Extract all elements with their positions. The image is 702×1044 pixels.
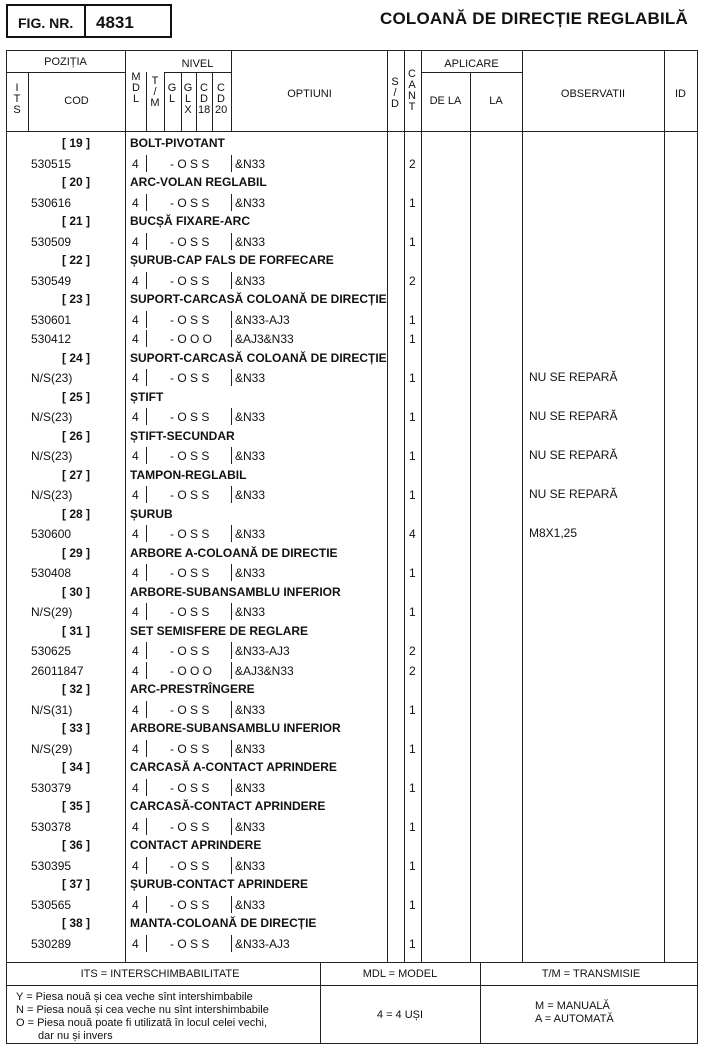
part-name: ȘTIFT-SECUNDAR [130, 428, 235, 443]
model-value: 4 [132, 605, 139, 619]
part-code: 530549 [31, 273, 72, 288]
level-values: - O S S [170, 702, 210, 717]
cell-tick [231, 447, 232, 464]
cell-tick [231, 603, 232, 620]
part-code: 530379 [31, 780, 72, 795]
quantity: 1 [409, 936, 416, 951]
header-gl: G [167, 82, 177, 94]
part-code: 530515 [31, 156, 72, 171]
header-dela: DE LA [429, 95, 462, 107]
model-value: 4 [132, 936, 139, 951]
model-value: 4 [132, 741, 139, 756]
level-values: - O O O [170, 663, 212, 678]
legend-its: ITS = INTERSCHIMBABILITATE [80, 968, 240, 980]
part-code: 530600 [31, 527, 72, 541]
quantity: 2 [409, 273, 416, 288]
cell-tick [146, 818, 147, 835]
level-values: - O S S [170, 936, 210, 951]
part-name: ARBORE-SUBANSAMBLU INFERIOR [130, 721, 341, 735]
cell-tick [146, 408, 147, 425]
model-value: 4 [132, 156, 139, 171]
part-name: ȘTIFT [130, 389, 164, 404]
legend-col-divider [320, 962, 321, 1043]
model-value: 4 [132, 312, 139, 327]
part-name: ARBORE-SUBANSAMBLU INFERIOR [130, 584, 341, 599]
model-value: 4 [132, 566, 139, 580]
cell-tick [231, 233, 232, 250]
cell-tick [146, 272, 147, 289]
quantity: 2 [409, 156, 416, 171]
header-tm: T [151, 75, 159, 87]
option-code: &N33 [235, 527, 266, 541]
option-code: &N33 [235, 195, 266, 210]
level-values: - O O O [170, 332, 212, 346]
header-tm: M [150, 97, 160, 109]
figure-label: FIG. NR. [18, 15, 74, 31]
body-bottom-border [6, 962, 697, 963]
header-cant: A [408, 79, 416, 91]
position-number: [ 35 ] [62, 799, 91, 813]
level-values: - O S S [170, 234, 210, 249]
level-values: - O S S [170, 273, 210, 288]
quantity: 1 [409, 488, 416, 502]
model-value: 4 [132, 663, 139, 678]
header-optiuni: OPTIUNI [287, 88, 332, 100]
position-number: [ 20 ] [62, 175, 91, 189]
cell-tick [231, 857, 232, 874]
level-values: - O S S [170, 780, 210, 795]
position-number: [ 26 ] [62, 428, 91, 443]
legend-o: O = Piesa nouă poate fi utilizată în locul celei vechi, [16, 1017, 268, 1029]
part-code: 530395 [31, 858, 72, 873]
cell-tick [231, 779, 232, 796]
model-value: 4 [132, 488, 139, 502]
option-code: &N33 [235, 273, 266, 288]
level-values: - O S S [170, 527, 210, 541]
observation: M8X1,25 [529, 526, 578, 540]
model-value: 4 [132, 410, 139, 424]
quantity: 1 [409, 449, 416, 463]
table-top-border [6, 50, 697, 51]
cell-tick [146, 740, 147, 757]
header-la: LA [489, 95, 503, 107]
quantity: 4 [409, 527, 416, 541]
cell-tick [146, 330, 147, 347]
legend-automatic: A = AUTOMATĂ [535, 1013, 614, 1025]
option-code: &N33 [235, 858, 266, 873]
position-number: [ 37 ] [62, 877, 91, 891]
header-sd: D [391, 98, 399, 110]
level-values: - O S S [170, 897, 210, 912]
cell-tick [231, 486, 232, 503]
header-id: ID [675, 88, 686, 100]
figure-number: 4831 [96, 13, 134, 32]
option-code: &N33 [235, 449, 266, 463]
level-values: - O S S [170, 644, 210, 658]
header-its: I [15, 82, 19, 94]
position-number: [ 33 ] [62, 721, 91, 735]
cell-tick [146, 155, 147, 172]
level-values: - O S S [170, 156, 210, 171]
header-cant: N [408, 90, 416, 102]
col-rule [125, 50, 126, 962]
header-glx: L [184, 93, 192, 105]
header-cod: COD [64, 95, 89, 107]
cell-tick [231, 369, 232, 386]
option-code: &N33 [235, 605, 266, 619]
part-code: 530601 [31, 312, 72, 327]
legend-mdl: MDL = MODEL [362, 968, 438, 980]
part-code: N/S(31) [31, 702, 73, 717]
option-code: &N33 [235, 702, 266, 717]
part-code: N/S(23) [31, 371, 73, 385]
model-value: 4 [132, 819, 139, 834]
model-value: 4 [132, 527, 139, 541]
part-name: ȘURUB-CAP FALS DE FORFECARE [130, 253, 334, 267]
level-values: - O S S [170, 410, 210, 424]
header-cant: C [408, 68, 416, 80]
cell-tick [231, 818, 232, 835]
quantity: 1 [409, 371, 416, 385]
header-mdl: L [132, 93, 140, 105]
level-values: - O S S [170, 566, 210, 580]
quantity: 1 [409, 741, 416, 756]
cell-tick [231, 194, 232, 211]
header-cd20: 20 [215, 104, 228, 116]
quantity: 1 [409, 566, 416, 580]
header-cd18: 18 [198, 104, 211, 116]
part-code: 530616 [31, 195, 72, 210]
observation: NU SE REPARĂ [529, 370, 618, 384]
part-code: 530625 [31, 644, 72, 658]
part-name: CONTACT APRINDERE [130, 838, 262, 852]
table-right-border [697, 50, 698, 1043]
quantity: 1 [409, 332, 416, 346]
position-number: [ 28 ] [62, 506, 91, 521]
option-code: &N33 [235, 566, 266, 580]
part-code: N/S(29) [31, 605, 73, 619]
legend-o-cont: dar nu și invers [38, 1030, 113, 1042]
header-nivel: NIVEL [181, 58, 214, 70]
quantity: 1 [409, 780, 416, 795]
col-rule [164, 72, 165, 131]
option-code: &AJ3&N33 [235, 663, 294, 678]
quantity: 1 [409, 819, 416, 834]
position-number: [ 30 ] [62, 584, 91, 599]
part-code: 530378 [31, 819, 72, 834]
cell-tick [146, 486, 147, 503]
position-number: [ 22 ] [62, 253, 91, 267]
part-code: 530408 [31, 566, 72, 580]
col-rule [421, 50, 422, 962]
header-mdl: D [132, 82, 140, 94]
position-number: [ 23 ] [62, 292, 91, 306]
quantity: 1 [409, 897, 416, 912]
header-tm: / [153, 86, 157, 98]
quantity: 1 [409, 312, 416, 327]
legend-y: Y = Piesa nouă și cea veche sînt intershimbabile [16, 991, 253, 1003]
option-code: &N33 [235, 234, 266, 249]
model-value: 4 [132, 195, 139, 210]
cell-tick [231, 896, 232, 913]
header-rule [421, 72, 522, 73]
header-cd18: C [200, 82, 208, 94]
part-code: 530509 [31, 234, 72, 249]
part-name: TAMPON-REGLABIL [130, 467, 247, 482]
part-code: 530412 [31, 332, 72, 346]
part-name: BOLT-PIVOTANT [130, 136, 225, 150]
position-number: [ 31 ] [62, 623, 91, 638]
level-values: - O S S [170, 488, 210, 502]
part-name: BUCȘĂ FIXARE-ARC [130, 214, 250, 228]
header-gl: L [168, 93, 176, 105]
position-number: [ 38 ] [62, 916, 91, 930]
part-name: ARC-PRESTRÎNGERE [130, 682, 255, 696]
cell-tick [231, 564, 232, 581]
col-rule [470, 72, 471, 962]
part-name: SUPORT-CARCASĂ COLOANĂ DE DIRECȚIE [130, 350, 387, 365]
level-values: - O S S [170, 449, 210, 463]
cell-tick [146, 525, 147, 542]
cell-tick [231, 701, 232, 718]
col-rule [664, 50, 665, 962]
legend-divider [6, 985, 697, 986]
col-rule [196, 72, 197, 131]
legend-col-divider [480, 962, 481, 1043]
position-number: [ 32 ] [62, 682, 91, 696]
cell-tick [146, 779, 147, 796]
cell-tick [231, 642, 232, 659]
legend-manual: M = MANUALĂ [535, 1000, 610, 1012]
header-cd18: D [200, 93, 208, 105]
cell-tick [146, 896, 147, 913]
header-glx: G [183, 82, 193, 94]
position-number: [ 36 ] [62, 838, 91, 852]
part-name: CARCASĂ A-CONTACT APRINDERE [130, 760, 337, 774]
option-code: &N33 [235, 780, 266, 795]
cell-tick [146, 935, 147, 952]
part-code: N/S(29) [31, 741, 73, 756]
part-name: CARCASĂ-CONTACT APRINDERE [130, 799, 326, 813]
quantity: 2 [409, 644, 416, 658]
part-name: SET SEMISFERE DE REGLARE [130, 623, 309, 638]
cell-tick [146, 857, 147, 874]
level-values: - O S S [170, 819, 210, 834]
level-values: - O S S [170, 312, 210, 327]
header-cant: T [408, 101, 416, 113]
part-name: ARC-VOLAN REGLABIL [130, 175, 267, 189]
position-number: [ 25 ] [62, 389, 91, 404]
quantity: 1 [409, 605, 416, 619]
quantity: 2 [409, 663, 416, 678]
cell-tick [146, 662, 147, 679]
quantity: 1 [409, 858, 416, 873]
option-code: &N33 [235, 741, 266, 756]
quantity: 1 [409, 234, 416, 249]
cell-tick [231, 662, 232, 679]
observation: NU SE REPARĂ [529, 487, 618, 501]
model-value: 4 [132, 780, 139, 795]
position-number: [ 21 ] [62, 214, 91, 228]
option-code: &N33 [235, 897, 266, 912]
cell-tick [146, 447, 147, 464]
quantity: 1 [409, 702, 416, 717]
col-rule [212, 72, 213, 131]
model-value: 4 [132, 897, 139, 912]
legend-tm: T/M = TRANSMISIE [541, 968, 641, 980]
header-sd: / [393, 87, 397, 99]
option-code: &N33 [235, 488, 266, 502]
cell-tick [146, 369, 147, 386]
level-values: - O S S [170, 741, 210, 756]
option-code: &N33 [235, 819, 266, 834]
option-code: &AJ3&N33 [235, 332, 294, 346]
header-pozitia: POZIȚIA [44, 56, 87, 68]
legend-n: N = Piesa nouă și cea veche nu sînt intershimbabile [16, 1004, 269, 1016]
part-name: ȘURUB-CONTACT APRINDERE [130, 877, 308, 891]
cell-tick [146, 603, 147, 620]
header-sd: S [391, 76, 399, 88]
level-values: - O S S [170, 371, 210, 385]
cell-tick [146, 564, 147, 581]
header-cd20: D [217, 93, 225, 105]
part-name: ARBORE A-COLOANĂ DE DIRECTIE [130, 545, 338, 560]
part-name: MANTA-COLOANĂ DE DIRECȚIE [130, 916, 317, 930]
part-code: N/S(23) [31, 488, 73, 502]
header-observatii: OBSERVATII [560, 88, 626, 100]
part-code: 530565 [31, 897, 72, 912]
observation: NU SE REPARĂ [529, 409, 618, 423]
cell-tick [146, 194, 147, 211]
part-code: N/S(23) [31, 410, 73, 424]
option-code: &N33 [235, 410, 266, 424]
header-bottom-border [6, 131, 697, 132]
cell-tick [231, 272, 232, 289]
position-number: [ 29 ] [62, 545, 91, 560]
position-number: [ 24 ] [62, 350, 91, 365]
option-code: &N33-AJ3 [235, 312, 290, 327]
level-values: - O S S [170, 195, 210, 210]
cell-tick [231, 525, 232, 542]
cell-tick [231, 740, 232, 757]
header-aplicare: APLICARE [444, 58, 499, 70]
position-number: [ 34 ] [62, 760, 91, 774]
position-number: [ 19 ] [62, 136, 91, 150]
figure-number-box [6, 4, 172, 38]
col-rule [404, 50, 405, 962]
model-value: 4 [132, 234, 139, 249]
header-rule [6, 72, 125, 73]
option-code: &N33-AJ3 [235, 936, 290, 951]
cell-tick [231, 311, 232, 328]
part-code: 26011847 [31, 663, 84, 678]
position-number: [ 27 ] [62, 467, 91, 482]
legend-doors: 4 = 4 UȘI [376, 1009, 424, 1021]
col-rule [522, 50, 523, 962]
cell-tick [146, 642, 147, 659]
table-left-border [6, 50, 7, 1043]
model-value: 4 [132, 644, 139, 658]
model-value: 4 [132, 702, 139, 717]
cell-tick [146, 233, 147, 250]
header-its: T [13, 93, 21, 105]
option-code: &N33 [235, 156, 266, 171]
part-code: 530289 [31, 936, 72, 951]
cell-tick [231, 330, 232, 347]
part-name: SUPORT-CARCASĂ COLOANĂ DE DIRECȚIE [130, 292, 387, 306]
figure-box-divider [84, 6, 86, 36]
model-value: 4 [132, 332, 139, 346]
option-code: &N33-AJ3 [235, 644, 290, 658]
header-rule [164, 72, 231, 73]
header-its: S [13, 104, 21, 116]
observation: NU SE REPARĂ [529, 448, 618, 462]
page-title: COLOANĂ DE DIRECȚIE REGLABILĂ [379, 9, 688, 28]
header-cd20: C [217, 82, 225, 94]
cell-tick [231, 935, 232, 952]
col-rule [146, 72, 147, 131]
cell-tick [146, 311, 147, 328]
part-name: ȘURUB [130, 506, 173, 521]
model-value: 4 [132, 371, 139, 385]
quantity: 1 [409, 410, 416, 424]
model-value: 4 [132, 449, 139, 463]
level-values: - O S S [170, 858, 210, 873]
model-value: 4 [132, 273, 139, 288]
col-rule [387, 50, 388, 962]
quantity: 1 [409, 195, 416, 210]
cell-tick [231, 408, 232, 425]
header-mdl: M [131, 71, 141, 83]
level-values: - O S S [170, 605, 210, 619]
option-code: &N33 [235, 371, 266, 385]
cell-tick [146, 701, 147, 718]
cell-tick [231, 155, 232, 172]
model-value: 4 [132, 858, 139, 873]
header-glx: X [184, 104, 192, 116]
part-code: N/S(23) [31, 449, 73, 463]
